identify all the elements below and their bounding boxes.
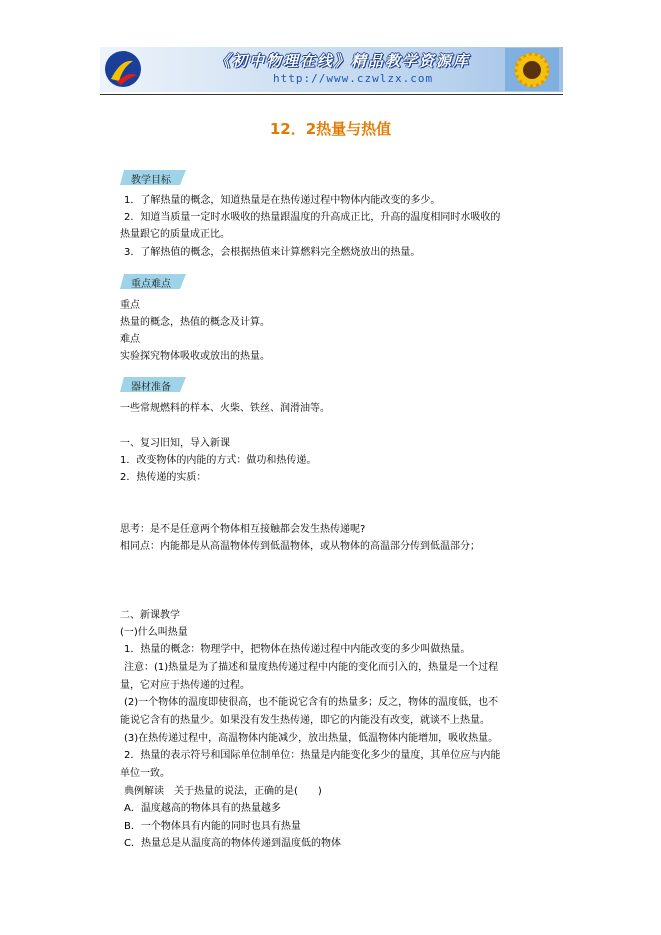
section-tag-key-points	[120, 274, 186, 289]
new-lesson-heading: 二、新课教学	[120, 610, 180, 621]
review-line-2: 2．热传递的实质：	[120, 472, 207, 483]
section-label: 重点难点	[131, 279, 171, 290]
goal-line-2: 2．知道当质量一定时水吸收的热量跟温度的升高成正比，升高的温度相同时水吸收的	[124, 212, 501, 223]
goal-line-4: 3．了解热值的概念，会根据热值来计算燃料完全燃烧放出的热量。	[124, 247, 421, 258]
goal-line-1: 1．了解热量的概念，知道热量是在热传递过程中物体内能改变的多少。	[124, 195, 441, 206]
lesson-line-5: 能说它含有的热量少。如果没有发生热传递，即它的内能没有改变，就谈不上热量。	[120, 715, 490, 726]
option-b: B．一个物体具有内能的同时也具有热量	[124, 821, 301, 832]
site-logo-icon	[103, 49, 143, 89]
lesson-line-1: 1．热量的概念：物理学中，把物体在热传递过程中内能改变的多少叫做热量。	[124, 644, 471, 655]
section-tag-goals	[120, 170, 186, 185]
key-text: 热量的概念，热值的概念及计算。	[120, 317, 270, 328]
difficulty-text: 实验探究物体吸收或放出的热量。	[120, 351, 270, 362]
banner-url[interactable]: http://www.czwlzx.com	[273, 72, 434, 85]
lesson-line-4: (2)一个物体的温度即使很高，也不能说它含有的热量多；反之，物体的温度低，也不	[124, 697, 499, 708]
lesson-line-7: 2．热量的表示符号和国际单位制单位：热量是内能变化多少的量度，其单位应与内能	[124, 750, 501, 761]
lesson-line-3: 量，它对应于热传递的过程。	[120, 680, 250, 691]
page-title: 12．2热量与热值	[269, 120, 392, 138]
materials-text: 一些常规燃料的样本、火柴、铁丝、润滑油等。	[120, 403, 330, 414]
key-heading: 重点	[120, 300, 140, 311]
lesson-line-2: 注意：(1)热量是为了描述和量度热传递过程中内能的变化而引入的，热量是一个过程	[124, 662, 499, 673]
lesson-line-8: 单位一致。	[120, 768, 170, 779]
example-question: 典例解读 关于热量的说法，正确的是( )	[124, 786, 322, 797]
section-label: 器材准备	[131, 382, 171, 393]
review-heading: 一、复习旧知，导入新课	[120, 438, 230, 449]
section-tag-materials	[120, 377, 186, 392]
think-question: 思考：是不是任意两个物体相互接触都会发生热传递呢?	[120, 524, 366, 535]
difficulty-heading: 难点	[120, 334, 140, 345]
sunflower-icon	[505, 48, 559, 91]
lesson-line-6: (3)在热传递过程中，高温物体内能减少，放出热量，低温物体内能增加，吸收热量。	[124, 733, 499, 744]
header-divider	[100, 94, 563, 95]
option-a: A．温度越高的物体具有的热量越多	[124, 803, 281, 814]
review-line-1: 1．改变物体的内能的方式：做功和热传递。	[120, 455, 317, 466]
think-common: 相同点：内能都是从高温物体传到低温物体，或从物体的高温部分传到低温部分；	[120, 541, 480, 552]
goal-line-3: 热量跟它的质量成正比。	[120, 229, 230, 240]
section-label: 教学目标	[131, 175, 171, 186]
option-c: C．热量总是从温度高的物体传递到温度低的物体	[124, 838, 341, 849]
subsection-heading: (一)什么叫热量	[120, 627, 188, 638]
header-banner	[100, 47, 563, 92]
banner-title: 《初中物理在线》精品教学资源库	[215, 52, 471, 70]
